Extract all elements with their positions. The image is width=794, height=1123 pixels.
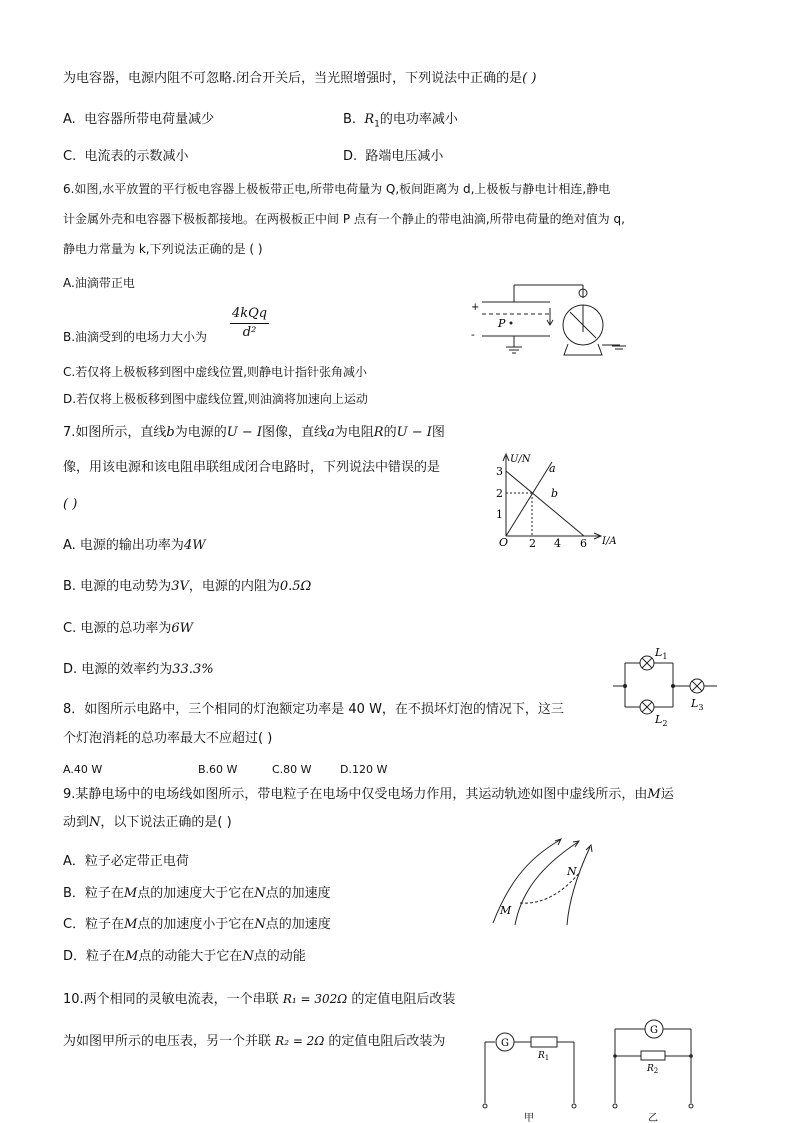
q10-r1-letter: R	[538, 1051, 545, 1061]
q7-var-a: a	[327, 425, 335, 440]
q8-label-l3-letter: L	[691, 697, 699, 710]
q9-option-b	[63, 887, 331, 900]
q7-ytick-2: 2	[496, 487, 503, 500]
q10-r1-value: R₁ = 302Ω	[282, 992, 348, 1006]
q7-var-r: R	[373, 425, 384, 440]
q5-option-a-text: 电容器所带电荷量减少	[84, 112, 215, 127]
q5-option-b	[343, 113, 458, 130]
q6-fraction-numerator: 4kQq	[230, 306, 269, 324]
q6-option-a: A.油滴带正电	[63, 276, 135, 290]
q7-ytick-3: 3	[496, 465, 503, 478]
q7-option-d	[63, 663, 214, 676]
q9-var-n: N	[89, 815, 101, 830]
q7-label-a: a	[549, 462, 556, 475]
q10-caption-jia: 甲	[524, 1113, 534, 1123]
q5-stem	[63, 72, 536, 85]
q7-option-b-resistance: 0.5Ω	[279, 579, 312, 594]
q7-origin: O	[499, 536, 509, 549]
q7-line-b	[506, 471, 584, 536]
q7-line1-d: 为电阻	[334, 425, 374, 440]
q8-label-l1-sub: 1	[662, 652, 668, 661]
q9-option-c-3: 点的加速度	[265, 917, 331, 932]
q7-ytick-1: 1	[496, 508, 503, 521]
q9-option-d-m: M	[125, 949, 139, 964]
q8-option-b: B.60 W	[198, 763, 238, 776]
q9-label-m: M	[500, 904, 512, 917]
q6-option-b: B.油滴受到的电场力大小为	[63, 330, 208, 344]
q8-option-c: C.80 W	[272, 763, 312, 776]
q7-option-a-value: 4W	[183, 538, 206, 553]
q7-paren: ( )	[63, 497, 78, 512]
q5-option-b-key: B.	[343, 112, 357, 127]
q9-field-figure	[485, 835, 605, 930]
q6-option-c: C.若仅将上极板移到图中虚线位置,则静电计指针张角减小	[63, 365, 368, 379]
q8-label-l3	[690, 697, 703, 712]
q9-option-a: A．粒子必定带正电荷	[63, 854, 189, 869]
q7-line1-b: 为电源的	[174, 425, 227, 440]
q9-field-line-3	[567, 847, 590, 925]
q7-xtick-2: 2	[529, 537, 536, 550]
q10-line2-a: 为如图甲所示的电压表，另一个并联	[63, 1034, 272, 1049]
q10-jia-g-label: G	[501, 1038, 509, 1049]
q9-option-b-1: B．粒子在	[63, 886, 124, 901]
q8-line1: 8．如图所示电路中，三个相同的灯泡额定功率是 40 W，在不损坏灯泡的情况下，这三	[63, 702, 564, 717]
q8-label-l1-letter: L	[655, 646, 663, 659]
q6-line1: 6.如图,水平放置的平行板电容器上极板带正电,所带电荷量为 Q,板间距离为 d,上极板与静电计相连,静电	[63, 182, 611, 196]
q7-option-d-value: 33.3%	[172, 662, 214, 677]
q10-caption-yi: 乙	[648, 1113, 658, 1123]
q6-fraction-denominator: d²	[242, 325, 257, 340]
q10-r2-letter: R	[647, 1064, 654, 1074]
q9-line2-a: 动到	[63, 815, 90, 830]
q8-label-l3-sub: 3	[698, 703, 704, 712]
q10-line2	[63, 1035, 445, 1048]
q6-minus-sign: -	[471, 328, 475, 341]
q8-label-l2	[654, 713, 667, 728]
q9-line2	[63, 816, 232, 829]
q9-option-d-1: D．粒子在	[63, 949, 126, 964]
q8-label-l2-sub: 2	[662, 719, 668, 728]
q10-r1-label	[537, 1051, 549, 1062]
q7-ui-graph	[490, 450, 620, 550]
q8-line2: 个灯泡消耗的总功率最大不应超过( )	[63, 731, 273, 746]
q7-xtick-4: 4	[554, 537, 561, 550]
q10-r2-label	[646, 1064, 658, 1075]
q9-option-c-1: C．粒子在	[63, 917, 125, 932]
q6-option-d: D.若仅将上极板移到图中虚线位置,则油滴将加速向上运动	[63, 392, 368, 406]
q7-option-c	[63, 622, 193, 635]
q5-option-c-key: C.	[63, 149, 77, 164]
q10-r2-value: R₂ = 2Ω	[275, 1034, 325, 1048]
q5-option-c	[63, 150, 189, 163]
q8-option-a: A.40 W	[63, 763, 103, 776]
q5-option-b-var: R	[364, 112, 375, 127]
q7-line1-f: 图	[431, 425, 445, 440]
q5-option-b-text: 的电功率减小	[379, 112, 458, 127]
q9-option-c	[63, 918, 331, 931]
q9-option-c-2: 点的加速度小于它在	[137, 917, 255, 932]
q7-x-label: I/A	[602, 536, 617, 547]
q10-yi-g-label: G	[650, 1025, 658, 1036]
q8-label-l2-letter: L	[655, 713, 663, 726]
q9-option-d	[63, 950, 306, 963]
q5-option-b-sub: 1	[374, 119, 380, 130]
q6-plus-sign: +	[471, 302, 480, 313]
q7-line1	[63, 426, 445, 439]
q5-stem-text: 为电容器，电源内阻不可忽略.闭合开关后，当光照增强时，下列说法中正确的是	[63, 71, 523, 86]
q10-r1-sub: 1	[544, 1054, 550, 1062]
q7-option-b-mid: ，电源的内阻为	[188, 579, 280, 594]
q7-line1-e: 的	[383, 425, 397, 440]
q10-line1	[63, 993, 455, 1006]
q7-option-a	[63, 539, 206, 552]
q5-option-c-text: 电流表的示数减小	[84, 149, 189, 164]
q8-option-d: D.120 W	[340, 763, 388, 776]
q8-bulb-l3	[690, 679, 704, 693]
q9-option-c-m: M	[124, 917, 138, 932]
q10-r2-sub: 2	[653, 1067, 659, 1075]
q7-option-b	[63, 580, 311, 593]
q9-option-b-3: 点的加速度	[265, 886, 331, 901]
q7-option-d-text: D. 电源的效率约为	[63, 662, 173, 677]
q9-line1-a: 9.某静电场中的电场线如图所示，带电粒子在电场中仅受电场力作用，其运动轨迹如图中虚线所示，由	[63, 787, 648, 802]
q6-fraction	[230, 306, 269, 340]
q7-y-label: U/N	[510, 454, 531, 465]
q10-figures	[475, 1015, 715, 1123]
q7-option-c-text: C. 电源的总功率为	[63, 621, 172, 636]
q7-line-a	[506, 462, 552, 536]
q8-circuit	[605, 645, 725, 728]
q9-option-b-n: N	[254, 886, 266, 901]
q7-ui-2: U − I	[396, 425, 432, 440]
q6-point-p: P	[498, 317, 506, 330]
q9-option-b-m: M	[123, 886, 138, 901]
q9-line1-b: 运	[660, 787, 674, 802]
q7-line1-a: 7.如图所示，直线	[63, 425, 167, 440]
q7-ui-1: U − I	[226, 425, 262, 440]
q6-line2: 计金属外壳和电容器下极板都接地。在两极板正中间 P 点有一个静止的带电油滴,所带电荷量的绝对值为 q,	[63, 212, 625, 226]
q7-label-b: b	[551, 487, 559, 500]
q7-line1-c: 图像，直线	[262, 425, 328, 440]
q9-option-d-3: 点的动能	[253, 949, 306, 964]
q9-line2-b: ，以下说法正确的是( )	[100, 815, 232, 830]
q10-jia-resistor	[531, 1037, 557, 1047]
q7-option-b-emf: 3V	[171, 579, 189, 594]
q7-var-b: b	[166, 425, 175, 440]
q7-option-c-value: 6W	[171, 621, 193, 636]
q9-option-b-2: 点的加速度大于它在	[137, 886, 255, 901]
q5-option-a	[63, 113, 214, 126]
q6-line3: 静电力常量为 k,下列说法正确的是 ( )	[63, 242, 263, 256]
q5-option-a-key: A.	[63, 112, 76, 127]
q8-label-l1	[654, 646, 667, 661]
q8-bulb-l1	[640, 656, 654, 670]
q7-option-a-text: A. 电源的输出功率为	[63, 538, 184, 553]
q5-paren: ( )	[522, 71, 537, 86]
q5-option-d-text: 路端电压减小	[365, 149, 444, 164]
q10-line2-b: 的定值电阻后改装为	[328, 1034, 446, 1049]
q6-capacitor-figure	[460, 280, 640, 370]
q10-line1-a: 10.两个相同的灵敏电流表，一个串联	[63, 992, 279, 1007]
q7-line2: 像，用该电源和该电阻串联组成闭合电路时，下列说法中错误的是	[63, 460, 441, 475]
q9-line1	[63, 788, 674, 801]
q9-label-n: N	[567, 865, 577, 878]
q9-var-m: M	[647, 787, 661, 802]
q9-option-d-2: 点的动能大于它在	[138, 949, 243, 964]
q10-yi-resistor	[641, 1051, 665, 1060]
q7-option-b-text: B. 电源的电动势为	[63, 579, 172, 594]
q9-option-c-n: N	[254, 917, 266, 932]
q5-option-d-key: D.	[343, 149, 358, 164]
q8-bulb-l2	[640, 700, 654, 714]
q9-option-d-n: N	[242, 949, 254, 964]
q5-option-d	[343, 150, 443, 163]
q7-xtick-6: 6	[580, 537, 587, 550]
q10-line1-b: 的定值电阻后改装	[351, 992, 456, 1007]
